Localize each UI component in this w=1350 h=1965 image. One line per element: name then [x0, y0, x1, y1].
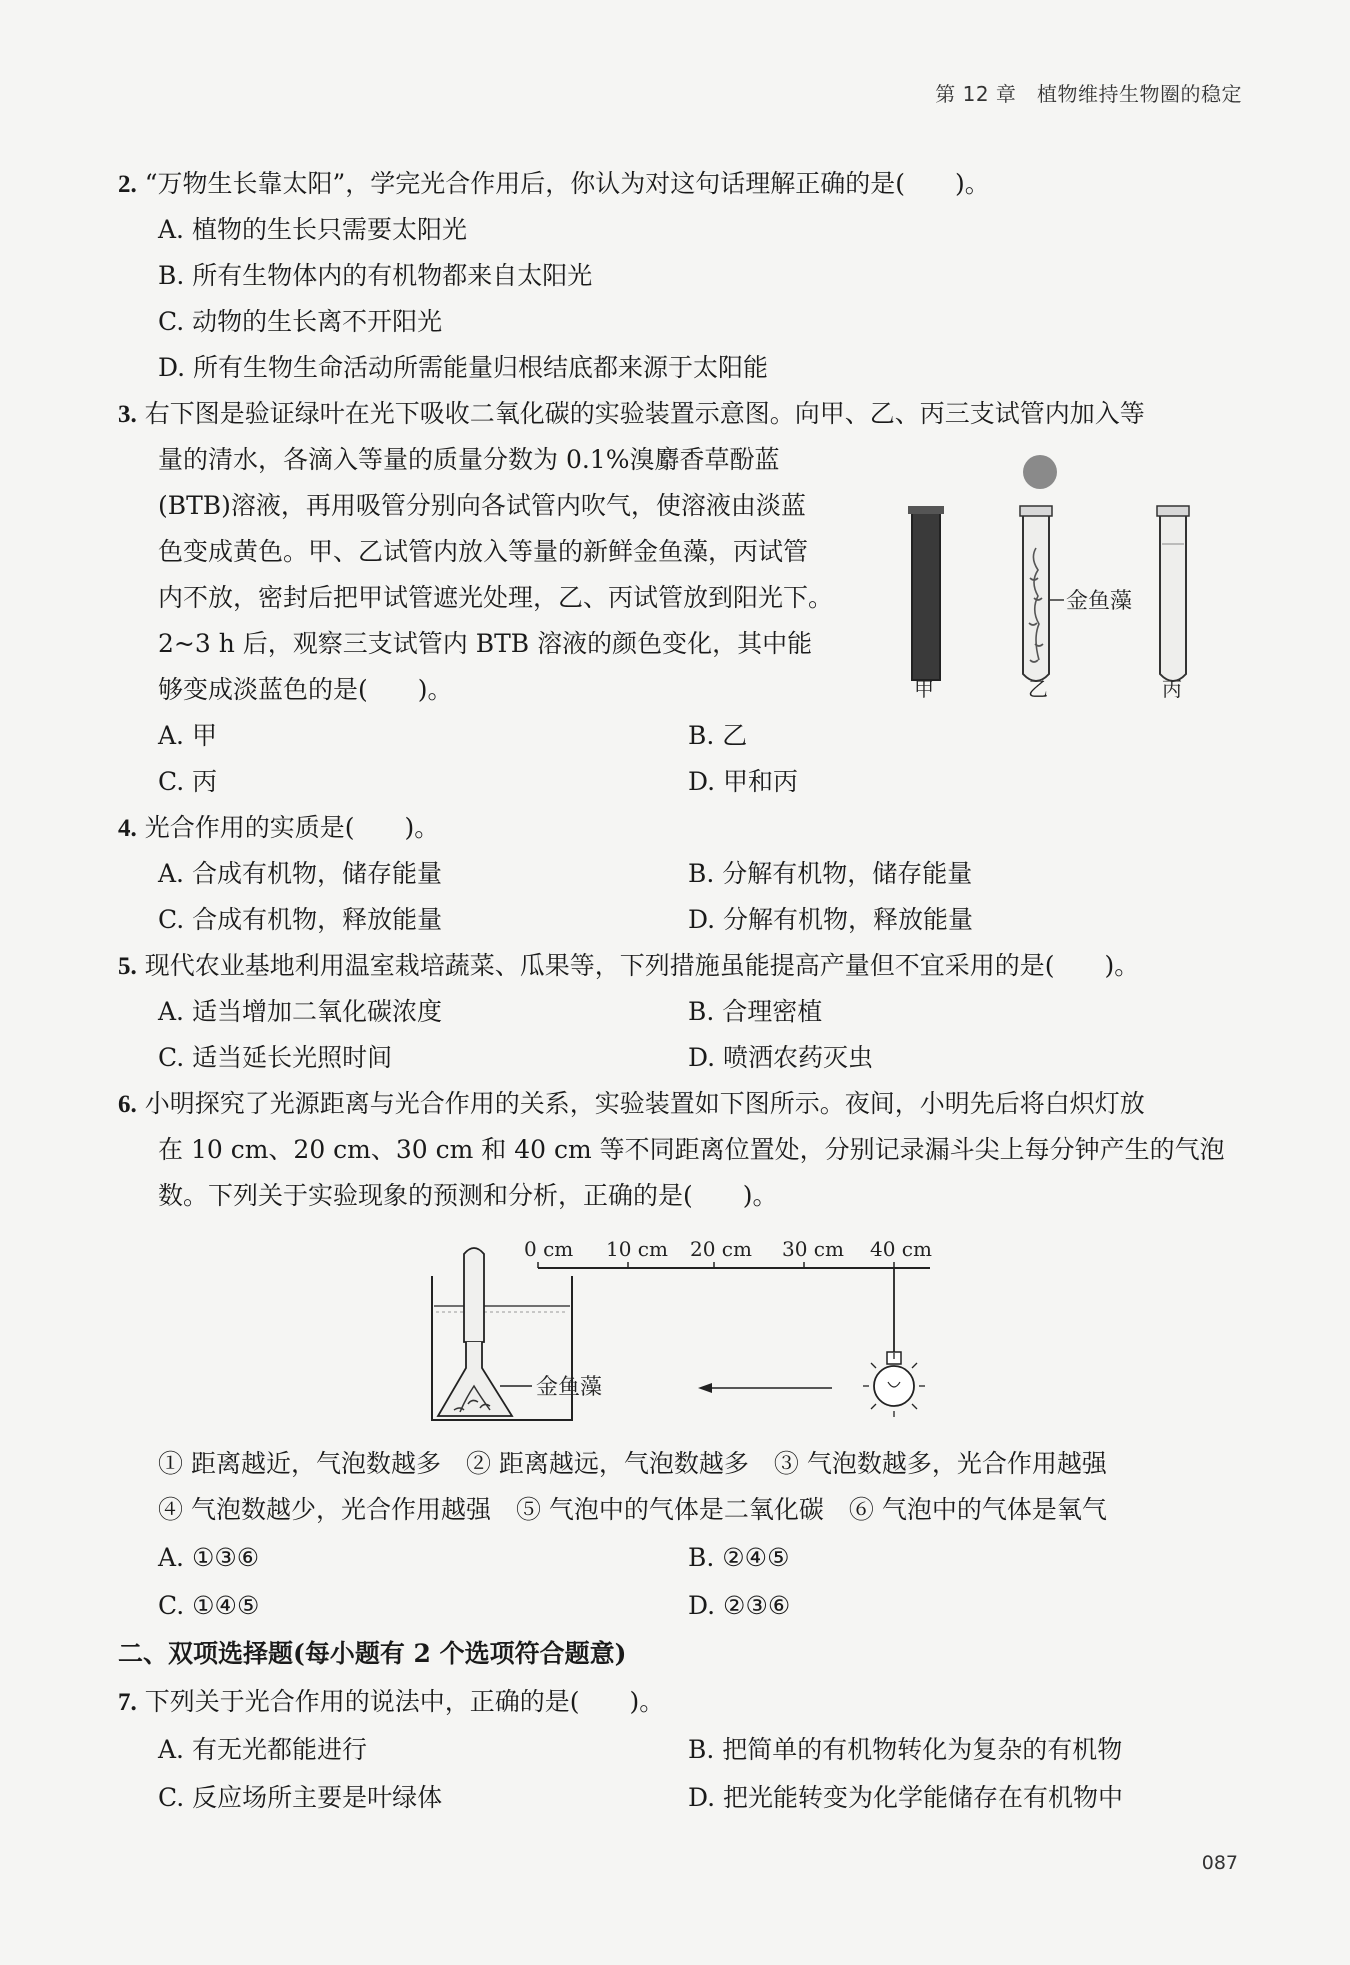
question-3-stem-line-2: 量的清水，各滴入等量的质量分数为 0.1%溴麝香草酚蓝: [158, 445, 780, 474]
q5-option-d: D. 喷洒农药灭虫: [688, 1043, 874, 1072]
figure-plant-label: 金鱼藻: [536, 1375, 603, 1400]
q2-option-c: C. 动物的生长离不开阳光: [158, 307, 443, 336]
funnel: [438, 1342, 512, 1416]
question-5-stem: 5. 现代农业基地利用温室栽培蔬菜、瓜果等，下列措施虽能提高产量但不宜采用的是( )。: [118, 951, 1140, 980]
question-number: 3.: [118, 401, 137, 428]
figure-plant-label: 金鱼藻: [1066, 589, 1133, 614]
question-3-stem-line-4: 色变成黄色。甲、乙试管内放入等量的新鲜金鱼藻，丙试管: [158, 537, 809, 566]
q3-option-a: A. 甲: [158, 721, 217, 750]
tube-label-bing: 丙: [1162, 677, 1182, 701]
q7-option-d: D. 把光能转变为化学能储存在有机物中: [688, 1783, 1124, 1812]
page-number: 087: [1201, 1852, 1238, 1874]
light-bulb-icon: [863, 1352, 925, 1417]
q4-option-b: B. 分解有机物，储存能量: [688, 859, 973, 888]
question-6-stem-line-3: 数。下列关于实验现象的预测和分析，正确的是( )。: [158, 1181, 778, 1210]
q6-option-c: C. ①④⑤: [158, 1591, 260, 1620]
question-number: 2.: [118, 171, 137, 198]
scale-label-30: 30 cm: [782, 1237, 844, 1261]
question-7-stem: 7. 下列关于光合作用的说法中，正确的是( )。: [118, 1687, 665, 1716]
q7-option-b: B. 把简单的有机物转化为复杂的有机物: [688, 1735, 1123, 1764]
q7-option-c: C. 反应场所主要是叶绿体: [158, 1783, 443, 1812]
q3-option-b: B. 乙: [688, 721, 748, 750]
scale-label-10: 10 cm: [606, 1237, 668, 1261]
scale-label-0: 0 cm: [524, 1237, 574, 1261]
tube-yi: [1023, 512, 1049, 681]
question-number: 6.: [118, 1091, 137, 1118]
question-2-stem: 2. “万物生长靠太阳”，学完光合作用后，你认为对这句话理解正确的是( )。: [118, 169, 990, 198]
tube-bing-stopper: [1157, 506, 1189, 516]
q7-option-a: A. 有无光都能进行: [158, 1735, 367, 1764]
question-3-stem-line-5: 内不放，密封后把甲试管遮光处理，乙、丙试管放到阳光下。: [158, 583, 834, 612]
tube-bing: [1160, 512, 1186, 681]
sun-icon: [1023, 455, 1057, 489]
q2-option-a: A. 植物的生长只需要太阳光: [158, 215, 467, 244]
q3-option-c: C. 丙: [158, 767, 218, 796]
question-3-stem-line-6: 2~3 h 后，观察三支试管内 BTB 溶液的颜色变化，其中能: [158, 629, 813, 658]
q2-option-d: D. 所有生物生命活动所需能量归根结底都来源于太阳能: [158, 353, 769, 382]
question-6-stem-line-2: 在 10 cm、20 cm、30 cm 和 40 cm 等不同距离位置处，分别记录漏斗尖上每分钟产生的气泡: [158, 1135, 1225, 1164]
question-3-stem-line-7: 够变成淡蓝色的是( )。: [158, 675, 453, 704]
q4-option-c: C. 合成有机物，释放能量: [158, 905, 443, 934]
tube-jia-stopper: [908, 506, 944, 514]
q5-option-c: C. 适当延长光照时间: [158, 1043, 393, 1072]
question-number: 7.: [118, 1689, 137, 1716]
q6-option-d: D. ②③⑥: [688, 1591, 791, 1620]
q5-option-a: A. 适当增加二氧化碳浓度: [158, 997, 442, 1026]
inverted-test-tube: [464, 1248, 484, 1342]
question-number: 4.: [118, 815, 137, 842]
q2-option-b: B. 所有生物体内的有机物都来自太阳光: [158, 261, 593, 290]
tube-label-jia: 甲: [914, 677, 934, 701]
tube-jia: [912, 510, 940, 680]
scale-label-40: 40 cm: [870, 1237, 932, 1261]
q6-option-a: A. ①③⑥: [158, 1543, 260, 1572]
lamp-distance-figure: [420, 1232, 940, 1428]
tube-label-yi: 乙: [1028, 677, 1048, 701]
q4-option-d: D. 分解有机物，释放能量: [688, 905, 974, 934]
question-number: 5.: [118, 953, 137, 980]
q6-option-b: B. ②④⑤: [688, 1543, 790, 1572]
tube-yi-stopper: [1020, 506, 1052, 516]
q6-statements-line-1: ① 距离越近，气泡数越多 ② 距离越远，气泡数越多 ③ 气泡数越多，光合作用越强: [158, 1449, 1107, 1478]
section-heading: 二、双项选择题(每小题有 2 个选项符合题意): [118, 1639, 627, 1668]
running-header: [935, 78, 1242, 107]
q6-statements-line-2: ④ 气泡数越少，光合作用越强 ⑤ 气泡中的气体是二氧化碳 ⑥ 气泡中的气体是氧气: [158, 1495, 1107, 1524]
question-3-stem-line-1: 3. 右下图是验证绿叶在光下吸收二氧化碳的实验装置示意图。向甲、乙、丙三支试管内加入等: [118, 399, 1145, 428]
scale-label-20: 20 cm: [690, 1237, 752, 1261]
chapter-title: 植物维持生物圈的稳定: [1037, 82, 1242, 106]
question-4-stem: 4. 光合作用的实质是( )。: [118, 813, 440, 842]
q4-option-a: A. 合成有机物，储存能量: [158, 859, 442, 888]
q3-option-d: D. 甲和丙: [688, 767, 799, 796]
question-6-stem-line-1: 6. 小明探究了光源距离与光合作用的关系，实验装置如下图所示。夜间，小明先后将白炽灯放: [118, 1089, 1145, 1118]
test-tubes-figure: [890, 448, 1220, 710]
chapter-number: 第 12 章: [935, 82, 1017, 106]
q5-option-b: B. 合理密植: [688, 997, 823, 1026]
question-3-stem-line-3: (BTB)溶液，再用吸管分别向各试管内吹气，使溶液由淡蓝: [158, 491, 806, 520]
